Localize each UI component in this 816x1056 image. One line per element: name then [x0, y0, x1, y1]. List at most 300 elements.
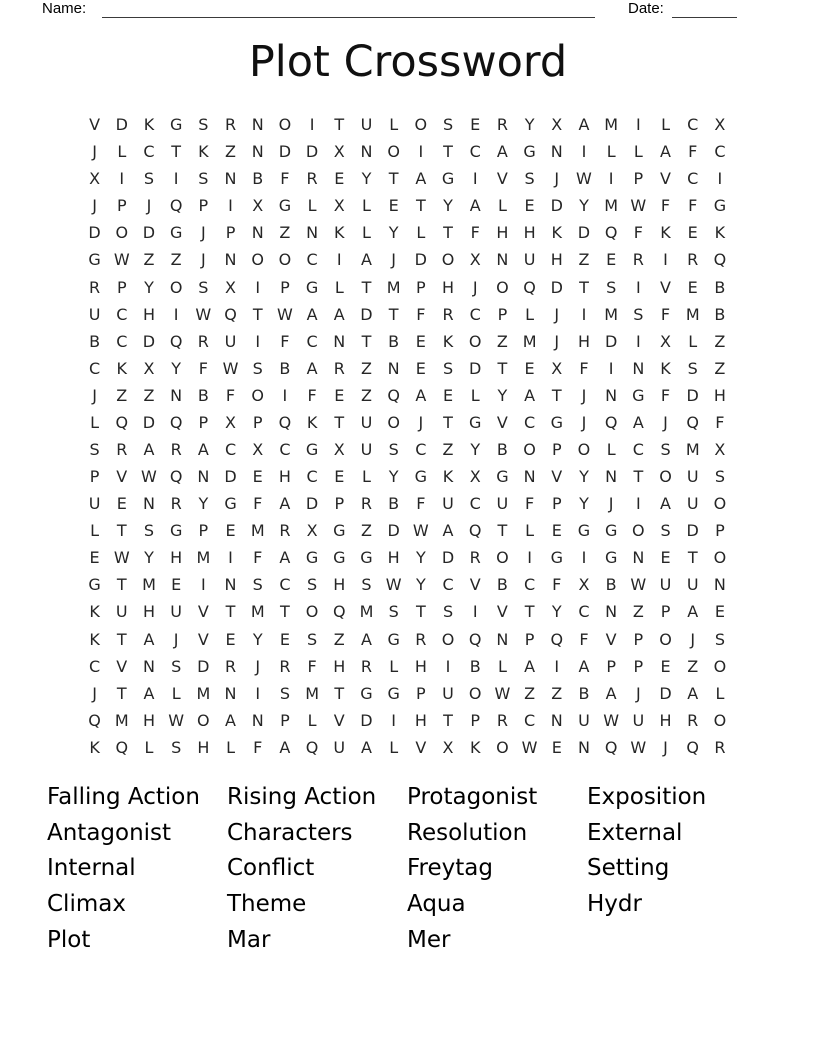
grid-letter: Z: [333, 629, 345, 649]
grid-letter: L: [334, 277, 344, 297]
grid-letter: U: [442, 683, 454, 703]
grid-letter: V: [496, 169, 508, 189]
grid-letter: U: [686, 575, 699, 595]
grid-letter: L: [171, 683, 181, 703]
grid-letter: M: [250, 521, 265, 541]
grid-letter: D: [414, 250, 427, 270]
grid-letter: I: [119, 169, 125, 189]
grid-letter: W: [412, 521, 429, 541]
grid-letter: C: [632, 439, 644, 459]
grid-letter: N: [170, 385, 183, 405]
grid-letter: W: [141, 467, 157, 487]
grid-letter: C: [687, 115, 699, 135]
grid-letter: P: [225, 223, 236, 243]
grid-letter: K: [469, 737, 481, 757]
grid-letter: H: [142, 602, 155, 622]
grid-letter: V: [197, 629, 209, 649]
grid-letter: G: [333, 548, 346, 568]
grid-letter: S: [442, 358, 454, 378]
grid-letter: Y: [579, 467, 589, 487]
grid-letter: P: [280, 277, 290, 297]
grid-letter: Z: [279, 223, 291, 243]
grid-letter: U: [578, 710, 590, 730]
grid-letter: N: [632, 548, 645, 568]
grid-letter: I: [445, 656, 451, 676]
grid-letter: T: [524, 602, 535, 622]
grid-letter: D: [550, 277, 563, 297]
grid-letter: Z: [524, 683, 536, 703]
grid-letter: T: [633, 467, 644, 487]
grid-letter: I: [608, 358, 614, 378]
grid-letter: Q: [468, 521, 482, 541]
grid-letter: K: [551, 223, 563, 243]
grid-letter: A: [306, 358, 318, 378]
grid-letter: L: [470, 385, 480, 405]
grid-letter: A: [524, 656, 536, 676]
grid-letter: G: [169, 115, 183, 135]
grid-letter: O: [659, 629, 672, 649]
grid-letter: R: [632, 250, 644, 270]
grid-letter: L: [633, 142, 643, 162]
grid-letter: C: [469, 494, 481, 514]
grid-letter: J: [690, 629, 696, 649]
grid-letter: T: [443, 710, 453, 730]
grid-letter: A: [143, 439, 155, 459]
grid-letter: S: [171, 656, 182, 676]
grid-letter: W: [630, 196, 647, 216]
grid-letter: V: [660, 169, 671, 189]
grid-letter: D: [278, 142, 292, 162]
grid-letter: J: [581, 412, 587, 432]
grid-letter: H: [333, 656, 346, 676]
grid-letter: L: [389, 115, 399, 135]
grid-letter: P: [660, 602, 671, 622]
grid-letter: R: [496, 115, 508, 135]
grid-letter: Z: [714, 358, 726, 378]
grid-letter: L: [606, 142, 616, 162]
grid-letter: X: [660, 331, 672, 351]
grid-letter: F: [307, 385, 317, 405]
grid-letter: H: [197, 737, 210, 757]
grid-letter: D: [305, 494, 319, 514]
grid-letter: M: [250, 602, 265, 622]
grid-letter: L: [389, 737, 399, 757]
grid-letter: Q: [169, 412, 183, 432]
grid-letter: P: [198, 412, 209, 432]
grid-letter: N: [224, 575, 237, 595]
grid-letter: O: [305, 602, 319, 622]
grid-letter: Z: [578, 250, 590, 270]
grid-letter: H: [414, 656, 427, 676]
grid-letter: E: [225, 629, 236, 649]
grid-letter: D: [550, 196, 563, 216]
grid-letter: C: [524, 710, 536, 730]
grid-letter: B: [496, 439, 508, 459]
word-item: Resolution: [407, 819, 528, 846]
grid-letter: C: [524, 412, 536, 432]
grid-letter: D: [604, 331, 618, 351]
grid-letter: O: [577, 439, 591, 459]
word-item: External: [587, 819, 683, 846]
grid-letter: P: [116, 277, 127, 297]
word-item: Plot: [47, 926, 91, 953]
grid-letter: B: [578, 683, 590, 703]
grid-letter: D: [387, 521, 400, 541]
grid-letter: R: [170, 494, 182, 514]
grid-letter: T: [579, 277, 589, 297]
grid-letter: W: [603, 710, 620, 730]
grid-letter: Z: [496, 331, 508, 351]
grid-letter: H: [550, 250, 563, 270]
grid-letter: L: [389, 656, 399, 676]
grid-letter: Z: [442, 439, 454, 459]
grid-letter: F: [198, 358, 208, 378]
grid-letter: A: [197, 439, 209, 459]
grid-letter: E: [551, 737, 562, 757]
grid-letter: L: [362, 196, 371, 216]
grid-letter: O: [496, 548, 509, 568]
grid-letter: E: [388, 196, 399, 216]
grid-letter: C: [116, 331, 128, 351]
grid-letter: J: [92, 196, 97, 216]
grid-letter: F: [688, 142, 698, 162]
grid-letter: G: [414, 467, 428, 487]
grid-letter: G: [305, 277, 319, 297]
grid-letter: H: [142, 304, 155, 324]
grid-letter: P: [198, 521, 209, 541]
grid-letter: E: [606, 250, 617, 270]
word-item: Rising Action: [227, 784, 377, 810]
grid-letter: F: [715, 412, 725, 432]
grid-letter: T: [388, 169, 399, 189]
grid-letter: E: [334, 385, 345, 405]
grid-letter: G: [360, 548, 373, 568]
page-title: Plot Crossword: [248, 37, 568, 87]
grid-letter: A: [333, 304, 345, 324]
grid-letter: K: [714, 223, 726, 243]
grid-letter: T: [443, 142, 453, 162]
grid-letter: N: [632, 358, 645, 378]
grid-letter: P: [715, 521, 725, 541]
grid-letter: U: [659, 575, 672, 595]
grid-letter: Q: [686, 412, 700, 432]
grid-letter: E: [714, 602, 725, 622]
grid-letter: O: [278, 115, 292, 135]
grid-letter: E: [524, 358, 535, 378]
grid-letter: E: [252, 467, 263, 487]
grid-letter: D: [577, 223, 591, 243]
grid-letter: R: [442, 304, 454, 324]
grid-letter: K: [89, 737, 100, 757]
grid-letter: G: [713, 196, 727, 216]
grid-letter: E: [334, 467, 345, 487]
grid-letter: M: [685, 439, 700, 459]
grid-letter: E: [470, 115, 481, 135]
grid-letter: F: [253, 548, 263, 568]
grid-letter: R: [687, 710, 699, 730]
grid-letter: E: [171, 575, 182, 595]
word-item: Hydr: [587, 891, 642, 918]
grid-letter: N: [605, 467, 618, 487]
grid-letter: P: [606, 656, 616, 676]
grid-letter: Y: [579, 494, 589, 514]
grid-letter: I: [255, 331, 261, 351]
grid-letter: O: [251, 250, 265, 270]
grid-letter: V: [496, 412, 508, 432]
word-item: Exposition: [587, 784, 707, 810]
grid-letter: G: [305, 439, 319, 459]
grid-letter: Y: [497, 385, 508, 405]
grid-letter: I: [635, 494, 641, 514]
grid-letter: I: [309, 115, 315, 135]
grid-letter: T: [280, 602, 290, 622]
grid-letter: O: [632, 521, 645, 541]
grid-letter: P: [198, 196, 209, 216]
grid-letter: W: [494, 683, 511, 703]
grid-letter: U: [360, 439, 373, 459]
grid-letter: O: [387, 412, 400, 432]
grid-letter: Y: [144, 548, 154, 568]
grid-letter: A: [279, 737, 291, 757]
grid-letter: A: [605, 683, 617, 703]
grid-letter: K: [198, 142, 209, 162]
grid-letter: I: [228, 548, 233, 568]
grid-letter: Q: [523, 277, 536, 297]
grid-letter: N: [360, 142, 373, 162]
grid-letter: O: [251, 385, 265, 405]
grid-letter: K: [442, 331, 454, 351]
grid-letter: S: [633, 304, 644, 324]
grid-letter: P: [524, 629, 535, 649]
grid-letter: Q: [550, 629, 564, 649]
grid-letter: N: [224, 683, 237, 703]
grid-letter: X: [306, 521, 318, 541]
grid-letter: O: [441, 629, 455, 649]
grid-letter: M: [114, 710, 129, 730]
grid-letter: L: [362, 467, 371, 487]
grid-letter: R: [279, 656, 291, 676]
grid-letter: F: [280, 169, 290, 189]
grid-letter: U: [170, 602, 183, 622]
grid-letter: F: [280, 331, 290, 351]
grid-letter: N: [605, 602, 618, 622]
grid-letter: P: [551, 439, 562, 459]
grid-letter: B: [714, 277, 726, 297]
grid-letter: F: [552, 575, 562, 595]
grid-letter: G: [632, 385, 645, 405]
grid-letter: O: [278, 250, 292, 270]
grid-letter: C: [224, 439, 237, 459]
grid-letter: Y: [388, 223, 399, 243]
grid-letter: X: [551, 115, 563, 135]
grid-letter: D: [115, 115, 128, 135]
word-list-column: [587, 780, 767, 958]
grid-letter: E: [687, 277, 698, 297]
grid-letter: G: [550, 548, 563, 568]
grid-letter: R: [469, 548, 481, 568]
grid-letter: S: [388, 602, 399, 622]
word-item: Antagonist: [47, 819, 172, 846]
grid-letter: M: [685, 304, 700, 324]
grid-letter: V: [469, 575, 481, 595]
grid-letter: K: [116, 358, 128, 378]
grid-letter: T: [334, 412, 345, 432]
grid-letter: L: [715, 683, 725, 703]
grid-letter: T: [497, 358, 508, 378]
grid-letter: Y: [415, 548, 426, 568]
grid-letter: Q: [604, 737, 618, 757]
grid-letter: G: [224, 494, 237, 514]
grid-letter: J: [663, 412, 668, 432]
grid-letter: B: [197, 385, 209, 405]
grid-letter: K: [89, 629, 100, 649]
grid-letter: Z: [687, 656, 699, 676]
grid-letter: L: [362, 223, 371, 243]
grid-letter: E: [687, 223, 698, 243]
grid-letter: Y: [361, 169, 372, 189]
grid-letter: O: [115, 223, 129, 243]
grid-letter: Q: [305, 737, 319, 757]
grid-letter: G: [469, 412, 482, 432]
grid-letter: N: [224, 169, 237, 189]
grid-letter: Y: [388, 467, 399, 487]
grid-letter: I: [200, 575, 206, 595]
grid-letter: C: [116, 304, 128, 324]
grid-letter: Q: [604, 223, 618, 243]
grid-letter: G: [360, 683, 373, 703]
grid-letter: N: [496, 629, 509, 649]
grid-letter: C: [306, 331, 318, 351]
grid-letter: I: [282, 385, 288, 405]
grid-letter: S: [198, 169, 209, 189]
grid-letter: Z: [143, 250, 155, 270]
grid-letter: A: [306, 304, 318, 324]
grid-letter: V: [496, 602, 508, 622]
grid-letter: L: [117, 142, 127, 162]
grid-letter: Q: [604, 412, 618, 432]
grid-letter: C: [524, 575, 536, 595]
grid-letter: W: [168, 710, 185, 730]
grid-letter: I: [228, 196, 233, 216]
grid-letter: S: [279, 683, 290, 703]
grid-letter: P: [497, 304, 508, 324]
grid-letter: K: [89, 602, 100, 622]
grid-letter: P: [633, 656, 644, 676]
grid-letter: H: [414, 710, 427, 730]
grid-letter: A: [524, 385, 536, 405]
grid-letter: G: [88, 250, 101, 270]
grid-letter: E: [334, 169, 345, 189]
grid-letter: T: [388, 304, 399, 324]
grid-letter: F: [660, 304, 671, 324]
grid-letter: T: [443, 412, 453, 432]
grid-letter: N: [251, 223, 264, 243]
grid-letter: C: [469, 304, 481, 324]
grid-letter: I: [336, 250, 342, 270]
grid-letter: C: [89, 358, 101, 378]
word-item: Freytag: [407, 855, 493, 882]
grid-letter: W: [576, 169, 592, 189]
grid-letter: L: [688, 331, 698, 351]
word-item: Characters: [227, 819, 353, 846]
grid-letter: L: [606, 439, 616, 459]
grid-letter: R: [224, 115, 237, 135]
name-label: Name:: [42, 0, 87, 17]
grid-letter: T: [497, 521, 508, 541]
grid-letter: T: [116, 521, 127, 541]
grid-letter: R: [224, 656, 237, 676]
grid-letter: V: [660, 277, 671, 297]
grid-letter: K: [660, 358, 671, 378]
grid-letter: H: [142, 710, 155, 730]
grid-letter: F: [470, 223, 480, 243]
grid-letter: N: [523, 467, 536, 487]
grid-letter: P: [334, 494, 345, 514]
grid-letter: I: [554, 656, 560, 676]
grid-letter: Q: [169, 331, 183, 351]
grid-letter: G: [278, 196, 292, 216]
grid-letter: F: [579, 629, 589, 649]
grid-letter: U: [333, 737, 346, 757]
grid-letter: F: [524, 494, 535, 514]
grid-letter: E: [660, 656, 671, 676]
grid-letter: P: [633, 629, 644, 649]
word-list-column: [407, 780, 587, 958]
grid-letter: O: [713, 656, 727, 676]
grid-letter: P: [116, 196, 127, 216]
grid-letter: O: [496, 277, 509, 297]
grid-letter: Q: [387, 385, 400, 405]
grid-letter: D: [441, 548, 455, 568]
grid-letter: J: [554, 304, 560, 324]
grid-letter: U: [442, 494, 454, 514]
grid-letter: A: [360, 629, 372, 649]
grid-letter: S: [687, 358, 698, 378]
grid-letter: E: [415, 358, 426, 378]
grid-letter: J: [554, 169, 560, 189]
grid-letter: V: [116, 467, 128, 487]
grid-letter: Z: [360, 358, 372, 378]
grid-letter: D: [360, 710, 373, 730]
word-item: Mer: [407, 926, 451, 953]
grid-letter: V: [116, 656, 128, 676]
grid-letter: I: [608, 169, 614, 189]
grid-letter: Y: [198, 494, 209, 514]
grid-letter: R: [279, 521, 291, 541]
grid-letter: G: [88, 575, 101, 595]
grid-letter: A: [279, 548, 291, 568]
grid-letter: E: [524, 196, 535, 216]
grid-letter: R: [687, 250, 699, 270]
grid-letter: J: [663, 737, 668, 757]
grid-letter: I: [581, 548, 587, 568]
grid-letter: H: [577, 331, 590, 351]
grid-letter: P: [89, 467, 100, 487]
grid-letter: L: [90, 521, 100, 541]
grid-letter: A: [360, 737, 372, 757]
grid-letter: R: [333, 358, 345, 378]
grid-letter: R: [197, 331, 209, 351]
grid-letter: S: [198, 115, 209, 135]
grid-letter: S: [388, 439, 399, 459]
word-list-column: [47, 780, 227, 958]
grid-letter: E: [116, 494, 127, 514]
grid-letter: P: [252, 412, 263, 432]
grid-letter: X: [469, 250, 481, 270]
grid-letter: J: [92, 142, 97, 162]
grid-letter: I: [635, 115, 641, 135]
grid-letter: A: [687, 602, 699, 622]
